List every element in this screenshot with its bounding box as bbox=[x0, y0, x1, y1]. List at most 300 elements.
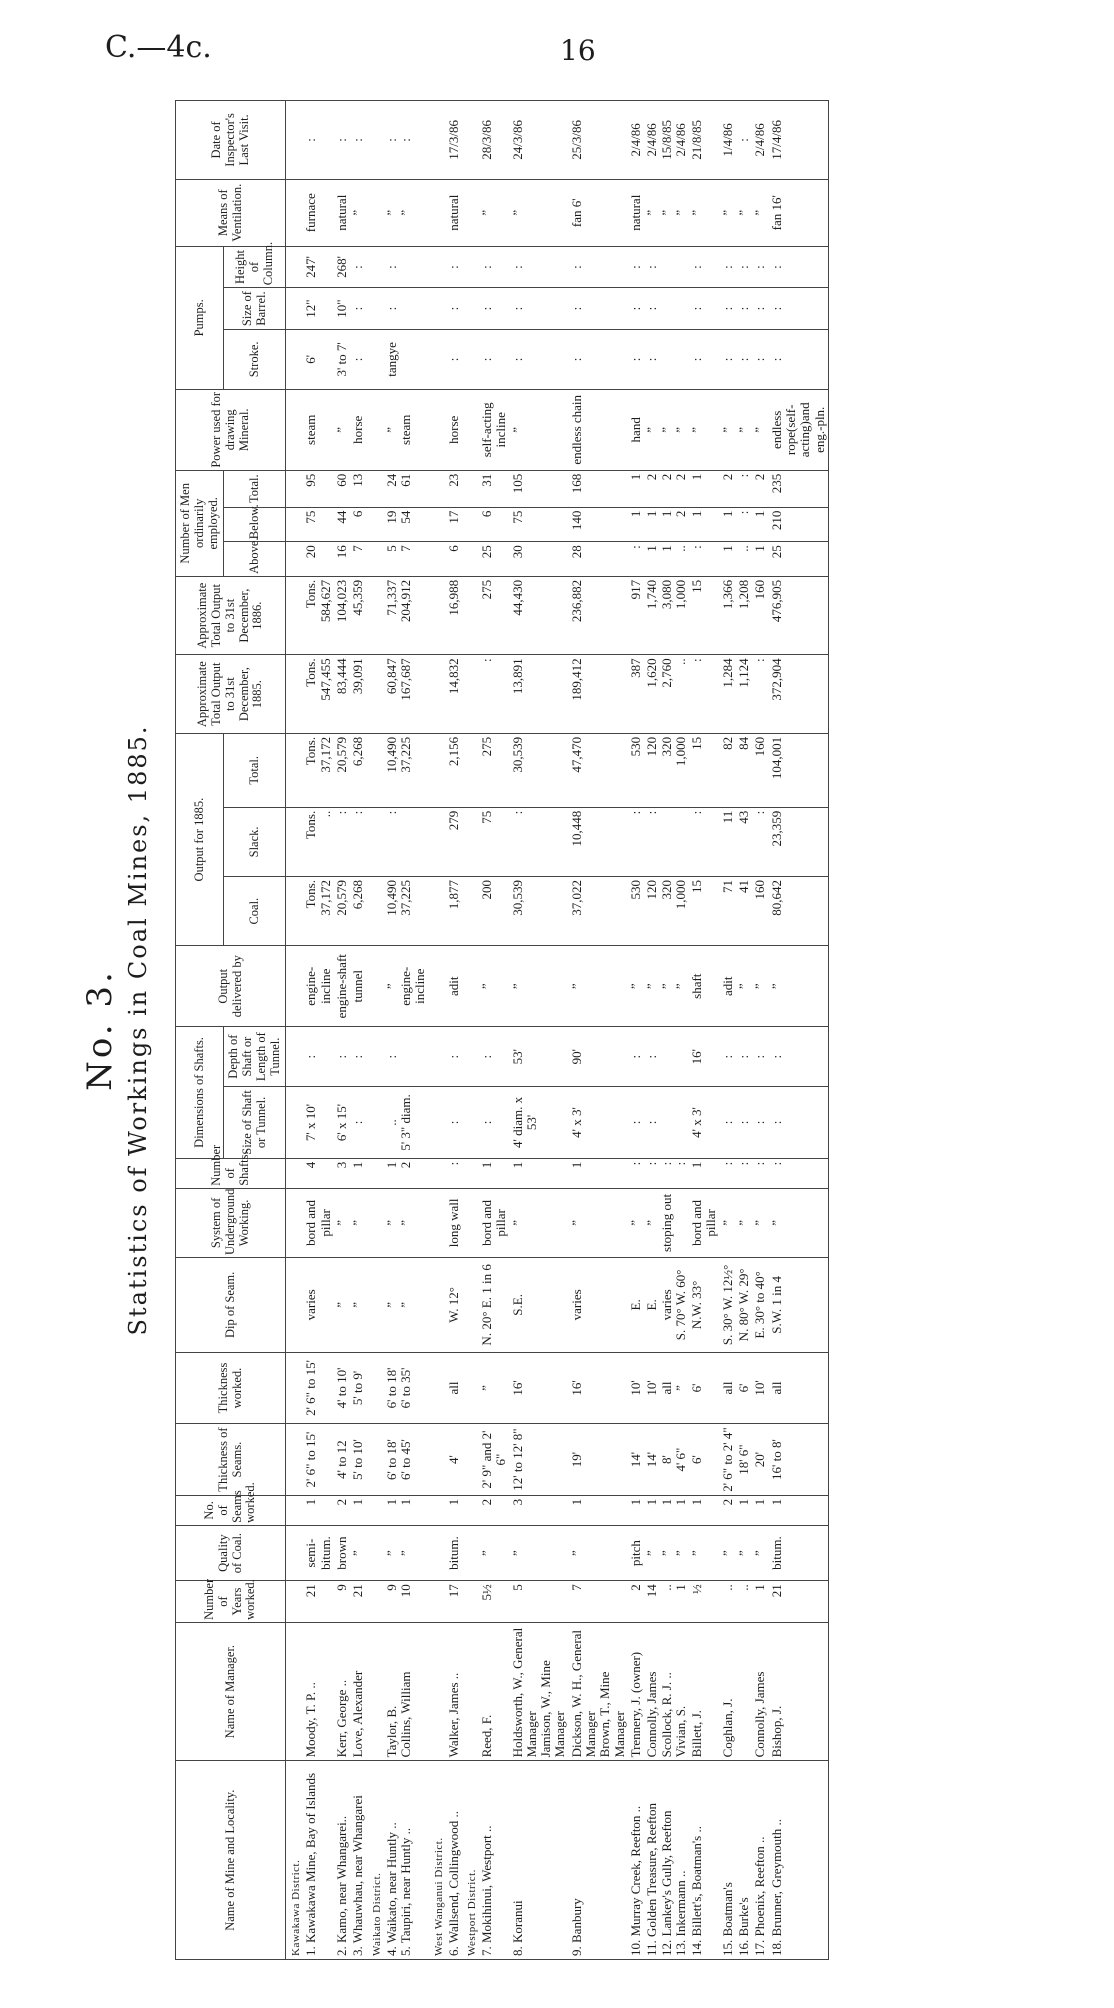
cell-delivered: ” bbox=[628, 946, 644, 1027]
cell-below: 1 bbox=[628, 507, 644, 542]
cell-coal: 37,022 bbox=[569, 877, 628, 946]
cell-size: : bbox=[736, 1087, 752, 1159]
cell-shafts: : bbox=[736, 1158, 752, 1188]
district-heading-row bbox=[462, 101, 479, 1960]
cell-dip: ” bbox=[334, 1258, 350, 1353]
cell-column: : bbox=[689, 246, 720, 288]
cell-above: 28 bbox=[569, 542, 628, 577]
empty-cell bbox=[286, 1622, 304, 1761]
cell-name: 3. Whauwhau, near Whangarei bbox=[350, 1761, 366, 1960]
col-slack: Slack. bbox=[224, 807, 286, 876]
table-row bbox=[644, 101, 689, 1960]
cell-delivered: ” ” ” bbox=[644, 946, 689, 1027]
district-heading: Kawakawa District. bbox=[286, 1761, 304, 1960]
cell-approx1: 13,891 bbox=[510, 655, 569, 734]
district-heading-row bbox=[429, 101, 446, 1960]
cell-dip: E. varies S. 70° W. 60° bbox=[644, 1258, 689, 1353]
empty-cell bbox=[367, 542, 384, 577]
cell-system: ” ” bbox=[384, 1188, 429, 1257]
cell-stroke: : bbox=[569, 329, 628, 389]
cell-barrel: : bbox=[644, 288, 689, 330]
empty-cell bbox=[429, 1258, 446, 1353]
cell-barrel: : bbox=[350, 288, 366, 330]
empty-cell bbox=[462, 1424, 479, 1496]
cell-visit: 2/4/86 bbox=[752, 101, 768, 180]
cell-system: bord and pillar bbox=[303, 1188, 334, 1257]
empty-cell bbox=[367, 507, 384, 542]
cell-below: 19 54 bbox=[384, 507, 429, 542]
cell-size: : bbox=[769, 1087, 829, 1159]
cell-size: .. 5' 3" diam. bbox=[384, 1087, 429, 1159]
cell-size: 7' x 10' bbox=[303, 1087, 334, 1159]
cell-years: 7 bbox=[569, 1581, 628, 1623]
cell-seams: 1 bbox=[752, 1495, 768, 1525]
cell-delivered: engine-shaft bbox=[334, 946, 350, 1027]
cell-coal: 30,539 bbox=[510, 877, 569, 946]
cell-seams: 1 bbox=[446, 1495, 462, 1525]
cell-stroke: : bbox=[628, 329, 644, 389]
cell-power: ” bbox=[510, 389, 569, 470]
cell-years: .. bbox=[720, 1581, 736, 1623]
cell-thickness: 2' 6" to 15' bbox=[303, 1424, 334, 1496]
cell-total: 15 bbox=[689, 733, 720, 807]
cell-name: 18. Brunner, Greymouth .. bbox=[769, 1761, 829, 1960]
cell-approx2: 236,882 bbox=[569, 576, 628, 655]
cell-vent: ” bbox=[510, 179, 569, 246]
cell-men: 23 bbox=[446, 470, 462, 507]
table-row bbox=[384, 101, 429, 1960]
cell-slack: : bbox=[334, 807, 350, 876]
cell-coal: 160 bbox=[752, 877, 768, 946]
cell-above: 1 1 .. bbox=[644, 542, 689, 577]
table-row bbox=[334, 101, 350, 1960]
cell-stroke: 3' to 7' bbox=[334, 329, 350, 389]
cell-stroke: 6' bbox=[303, 329, 334, 389]
table-row bbox=[736, 101, 752, 1960]
empty-cell bbox=[429, 1581, 446, 1623]
empty-cell bbox=[286, 1525, 304, 1580]
cell-shafts: : bbox=[720, 1158, 736, 1188]
cell-visit: 21/8/85 bbox=[689, 101, 720, 180]
cell-above: : bbox=[689, 542, 720, 577]
table-row bbox=[446, 101, 462, 1960]
empty-cell bbox=[429, 1188, 446, 1257]
empty-cell bbox=[462, 179, 479, 246]
district-heading-row bbox=[367, 101, 384, 1960]
empty-cell bbox=[429, 807, 446, 876]
cell-approx2: 476,905 bbox=[769, 576, 829, 655]
cell-shafts: : : : bbox=[644, 1158, 689, 1188]
empty-cell bbox=[462, 733, 479, 807]
cell-shafts: 1 bbox=[350, 1158, 366, 1188]
empty-cell bbox=[367, 1622, 384, 1761]
cell-coal: 71 bbox=[720, 877, 736, 946]
empty-cell bbox=[462, 389, 479, 470]
col-years: Number of Years worked. bbox=[176, 1581, 286, 1623]
cell-worked: all bbox=[769, 1352, 829, 1424]
cell-slack: Tons. .. bbox=[303, 807, 334, 876]
cell-thickness: 6' to 18' 6' to 45' bbox=[384, 1424, 429, 1496]
cell-manager: Kerr, George .. bbox=[334, 1622, 350, 1761]
col-system: System of Underground Working. bbox=[176, 1188, 286, 1257]
cell-men: 2 2 2 bbox=[644, 470, 689, 507]
table-row bbox=[479, 101, 510, 1960]
cell-depth: : bbox=[628, 1027, 644, 1087]
cell-shafts: 1 bbox=[479, 1158, 510, 1188]
cell-depth: : bbox=[644, 1027, 689, 1087]
cell-stroke: : bbox=[736, 329, 752, 389]
col-quality: Quality of Coal. bbox=[176, 1525, 286, 1580]
cell-below: 6 bbox=[350, 507, 366, 542]
cell-manager: Connolly, James Scollock, R. J. .. Vivian, S. bbox=[644, 1622, 689, 1761]
cell-above: 1 bbox=[752, 542, 768, 577]
cell-slack: 279 bbox=[446, 807, 462, 876]
empty-cell bbox=[367, 1581, 384, 1623]
cell-vent: furnace bbox=[303, 179, 334, 246]
cell-seams: 1 bbox=[303, 1495, 334, 1525]
cell-thickness: 16' to 8' bbox=[769, 1424, 829, 1496]
empty-cell bbox=[462, 576, 479, 655]
cell-dip: N. 80° W. 29° bbox=[736, 1258, 752, 1353]
cell-system: long wall bbox=[446, 1188, 462, 1257]
cell-power: horse bbox=[350, 389, 366, 470]
cell-power: ” bbox=[689, 389, 720, 470]
cell-shafts: 1 bbox=[689, 1158, 720, 1188]
cell-name: 4. Waikato, near Huntly .. 5. Taupiri, near Huntly .. bbox=[384, 1761, 429, 1960]
empty-cell bbox=[429, 329, 446, 389]
cell-slack: : bbox=[628, 807, 644, 876]
cell-system: bord and pillar bbox=[479, 1188, 510, 1257]
cell-delivered: ” bbox=[736, 946, 752, 1027]
cell-manager: Trennery, J. (owner) bbox=[628, 1622, 644, 1761]
cell-barrel: : bbox=[689, 288, 720, 330]
cell-power: ” ” ” bbox=[644, 389, 689, 470]
col-seams: No. of Seams worked. bbox=[176, 1495, 286, 1525]
empty-cell bbox=[429, 542, 446, 577]
cell-total: Tons. 37,172 bbox=[303, 733, 334, 807]
cell-coal: 120 320 1,000 bbox=[644, 877, 689, 946]
cell-manager: Holdsworth, W., General Manager Jamison, W., Mine Manager bbox=[510, 1622, 569, 1761]
cell-years: ½ bbox=[689, 1581, 720, 1623]
empty-cell bbox=[462, 1258, 479, 1353]
cell-size: : bbox=[446, 1087, 462, 1159]
cell-above: 1 bbox=[720, 542, 736, 577]
cell-below: 6 bbox=[479, 507, 510, 542]
cell-dip: E. bbox=[628, 1258, 644, 1353]
cell-quality: bitum. bbox=[446, 1525, 462, 1580]
empty-cell bbox=[429, 655, 446, 734]
cell-total: 10,490 37,225 bbox=[384, 733, 429, 807]
empty-cell bbox=[286, 507, 304, 542]
cell-visit: 17/4/86 bbox=[769, 101, 829, 180]
cell-column: 268' bbox=[334, 246, 350, 288]
cell-years: 9 bbox=[334, 1581, 350, 1623]
cell-delivered: ” bbox=[479, 946, 510, 1027]
empty-cell bbox=[286, 1352, 304, 1424]
cell-total: 20,579 bbox=[334, 733, 350, 807]
cell-column: : bbox=[446, 246, 462, 288]
cell-barrel: : bbox=[510, 288, 569, 330]
empty-cell bbox=[286, 1188, 304, 1257]
empty-cell bbox=[286, 733, 304, 807]
cell-barrel: : bbox=[720, 288, 736, 330]
empty-cell bbox=[462, 470, 479, 507]
cell-name: 7. Mokihinui, Westport .. bbox=[479, 1761, 510, 1960]
cell-above: 20 bbox=[303, 542, 334, 577]
cell-below: 44 bbox=[334, 507, 350, 542]
cell-quality: ” ” ” bbox=[644, 1525, 689, 1580]
empty-cell bbox=[286, 470, 304, 507]
col-group-men: Number of Men ordinarily employed. bbox=[176, 470, 224, 576]
empty-cell bbox=[286, 389, 304, 470]
col-approx-1886: Approximate Total Output to 31st December, 1886. bbox=[176, 576, 286, 655]
empty-cell bbox=[429, 1424, 446, 1496]
cell-worked: 5' to 9' bbox=[350, 1352, 366, 1424]
col-total: Total. bbox=[224, 733, 286, 807]
cell-thickness: 4' bbox=[446, 1424, 462, 1496]
cell-depth: : bbox=[303, 1027, 334, 1087]
cell-power: steam bbox=[303, 389, 334, 470]
cell-worked: 2' 6" to 15' bbox=[303, 1352, 334, 1424]
cell-power: endless chain bbox=[569, 389, 628, 470]
empty-cell bbox=[286, 1258, 304, 1353]
cell-column: : bbox=[479, 246, 510, 288]
cell-above: 25 bbox=[769, 542, 829, 577]
district-heading: Westport District. bbox=[462, 1761, 479, 1960]
cell-manager bbox=[736, 1622, 752, 1761]
district-heading: Waikato District. bbox=[367, 1761, 384, 1960]
cell-system: ” bbox=[510, 1188, 569, 1257]
cell-above: 6 bbox=[446, 542, 462, 577]
cell-depth: : bbox=[384, 1027, 429, 1087]
table-row bbox=[752, 101, 768, 1960]
cell-stroke: : bbox=[510, 329, 569, 389]
cell-vent: natural bbox=[334, 179, 350, 246]
district-heading: West Wanganui District. bbox=[429, 1761, 446, 1960]
cell-quality: semi-bitum. bbox=[303, 1525, 334, 1580]
cell-power: ” bbox=[334, 389, 350, 470]
cell-depth: 16' bbox=[689, 1027, 720, 1087]
cell-system: ” bbox=[569, 1188, 628, 1257]
cell-total: 530 bbox=[628, 733, 644, 807]
cell-size: : bbox=[479, 1087, 510, 1159]
col-depth: Depth of Shaft or Length of Tunnel. bbox=[224, 1027, 286, 1087]
col-stroke: Stroke. bbox=[224, 329, 286, 389]
cell-quality: ” bbox=[720, 1525, 736, 1580]
cell-size: : bbox=[350, 1087, 366, 1159]
empty-cell bbox=[462, 946, 479, 1027]
cell-seams: 1 bbox=[628, 1495, 644, 1525]
cell-column: : bbox=[384, 246, 429, 288]
cell-approx2: 44,430 bbox=[510, 576, 569, 655]
empty-cell bbox=[429, 288, 446, 330]
cell-manager: Walker, James .. bbox=[446, 1622, 462, 1761]
cell-quality: ” bbox=[479, 1525, 510, 1580]
cell-quality: pitch bbox=[628, 1525, 644, 1580]
cell-slack: : bbox=[350, 807, 366, 876]
cell-men: 24 61 bbox=[384, 470, 429, 507]
empty-cell bbox=[462, 1027, 479, 1087]
empty-cell bbox=[429, 1525, 446, 1580]
cell-dip: varies bbox=[303, 1258, 334, 1353]
empty-cell bbox=[462, 655, 479, 734]
table-row bbox=[628, 101, 644, 1960]
cell-worked: 16' bbox=[569, 1352, 628, 1424]
cell-dip: S.W. 1 in 4 bbox=[769, 1258, 829, 1353]
cell-delivered: tunnel bbox=[350, 946, 366, 1027]
cell-years: 5½ bbox=[479, 1581, 510, 1623]
cell-manager: Billett, J. bbox=[689, 1622, 720, 1761]
cell-barrel: : bbox=[736, 288, 752, 330]
cell-approx2: 104,023 bbox=[334, 576, 350, 655]
empty-cell bbox=[367, 1495, 384, 1525]
cell-stroke: : bbox=[479, 329, 510, 389]
cell-shafts: 1 2 bbox=[384, 1158, 429, 1188]
cell-system: bord and pillar bbox=[689, 1188, 720, 1257]
cell-men: 60 bbox=[334, 470, 350, 507]
cell-column: : bbox=[720, 246, 736, 288]
cell-dip: W. 12° bbox=[446, 1258, 462, 1353]
cell-size: 4' x 3' bbox=[569, 1087, 628, 1159]
empty-cell bbox=[429, 733, 446, 807]
rotated-page-content bbox=[80, 100, 1040, 1960]
cell-vent: ” bbox=[350, 179, 366, 246]
cell-below: 75 bbox=[510, 507, 569, 542]
empty-cell bbox=[367, 101, 384, 180]
empty-cell bbox=[286, 877, 304, 946]
cell-years: 17 bbox=[446, 1581, 462, 1623]
cell-manager: Love, Alexander bbox=[350, 1622, 366, 1761]
cell-depth: : bbox=[350, 1027, 366, 1087]
cell-total: 6,268 bbox=[350, 733, 366, 807]
cell-barrel: : bbox=[769, 288, 829, 330]
cell-vent: natural bbox=[446, 179, 462, 246]
cell-coal: 530 bbox=[628, 877, 644, 946]
empty-cell bbox=[462, 329, 479, 389]
cell-visit: : bbox=[350, 101, 366, 180]
cell-years: 5 bbox=[510, 1581, 569, 1623]
cell-approx2: 1,366 bbox=[720, 576, 736, 655]
cell-thickness: 20' bbox=[752, 1424, 768, 1496]
cell-above: 5 7 bbox=[384, 542, 429, 577]
cell-depth: : bbox=[769, 1027, 829, 1087]
cell-worked: 6' bbox=[689, 1352, 720, 1424]
col-dip: Dip of Seam. bbox=[176, 1258, 286, 1353]
cell-vent: ” bbox=[736, 179, 752, 246]
empty-cell bbox=[286, 1087, 304, 1159]
empty-cell bbox=[286, 1495, 304, 1525]
cell-system: ” bbox=[334, 1188, 350, 1257]
empty-cell bbox=[429, 1158, 446, 1188]
cell-approx1: : bbox=[479, 655, 510, 734]
cell-name: 16. Burke's bbox=[736, 1761, 752, 1960]
cell-thickness: 19' bbox=[569, 1424, 628, 1496]
empty-cell bbox=[367, 1027, 384, 1087]
cell-years: .. bbox=[736, 1581, 752, 1623]
cell-stroke: : bbox=[752, 329, 768, 389]
cell-seams: 1 bbox=[689, 1495, 720, 1525]
empty-cell bbox=[286, 655, 304, 734]
empty-cell bbox=[367, 1087, 384, 1159]
cell-vent: fan 16' bbox=[769, 179, 829, 246]
col-power: Power used for drawing Mineral. bbox=[176, 389, 286, 470]
cell-visit: : bbox=[334, 101, 350, 180]
cell-depth: : bbox=[479, 1027, 510, 1087]
cell-delivered: ” bbox=[769, 946, 829, 1027]
cell-below: 1 bbox=[752, 507, 768, 542]
cell-shafts: : bbox=[628, 1158, 644, 1188]
cell-system: ” stoping out bbox=[644, 1188, 689, 1257]
cell-system: ” bbox=[720, 1188, 736, 1257]
cell-barrel: : bbox=[628, 288, 644, 330]
cell-stroke: : bbox=[644, 329, 689, 389]
empty-cell bbox=[286, 179, 304, 246]
empty-cell bbox=[462, 1622, 479, 1761]
cell-thickness: 5' to 10' bbox=[350, 1424, 366, 1496]
col-men-total: Total. bbox=[224, 470, 286, 507]
cell-below: : bbox=[736, 507, 752, 542]
cell-thickness: 2' 9" and 2' 6" bbox=[479, 1424, 510, 1496]
cell-approx2: 1,208 bbox=[736, 576, 752, 655]
cell-name: 1. Kawakawa Mine, Bay of Islands bbox=[303, 1761, 334, 1960]
cell-vent: ” bbox=[479, 179, 510, 246]
cell-column: 247' bbox=[303, 246, 334, 288]
cell-slack: 11 bbox=[720, 807, 736, 876]
cell-system: ” bbox=[769, 1188, 829, 1257]
empty-cell bbox=[286, 1424, 304, 1496]
cell-size: : bbox=[720, 1087, 736, 1159]
cell-worked: 10' all ” bbox=[644, 1352, 689, 1424]
cell-worked: 10' bbox=[752, 1352, 768, 1424]
cell-vent: ” ” ” bbox=[644, 179, 689, 246]
cell-visit: 2/4/86 15/8/85 2/4/86 bbox=[644, 101, 689, 180]
cell-below: 1 1 2 bbox=[644, 507, 689, 542]
cell-seams: 1 bbox=[350, 1495, 366, 1525]
empty-cell bbox=[367, 1352, 384, 1424]
cell-column: : bbox=[569, 246, 628, 288]
cell-men: 13 bbox=[350, 470, 366, 507]
cell-dip: ” bbox=[350, 1258, 366, 1353]
empty-cell bbox=[429, 877, 446, 946]
cell-below: 1 bbox=[689, 507, 720, 542]
cell-approx1: 60,847 167,687 bbox=[384, 655, 429, 734]
empty-cell bbox=[286, 288, 304, 330]
empty-cell bbox=[367, 1158, 384, 1188]
cell-name: 9. Banbury bbox=[569, 1761, 628, 1960]
cell-size: 4' diam. x 53' bbox=[510, 1087, 569, 1159]
cell-quality: bitum. bbox=[769, 1525, 829, 1580]
cell-depth: : bbox=[736, 1027, 752, 1087]
empty-cell bbox=[429, 576, 446, 655]
col-ventilation: Means of Ventilation. bbox=[176, 179, 286, 246]
empty-cell bbox=[429, 507, 446, 542]
cell-size: 4' x 3' bbox=[689, 1087, 720, 1159]
col-worked: Thickness worked. bbox=[176, 1352, 286, 1424]
document-reference: C.—4c. bbox=[105, 30, 212, 65]
cell-approx1: 387 bbox=[628, 655, 644, 734]
coal-mines-statistics-table bbox=[175, 100, 829, 1960]
cell-name: 8. Koranui bbox=[510, 1761, 569, 1960]
cell-depth: : bbox=[752, 1027, 768, 1087]
cell-depth: : bbox=[446, 1027, 462, 1087]
cell-column: : bbox=[350, 246, 366, 288]
empty-cell bbox=[367, 655, 384, 734]
cell-dip: S. 30° W. 12½° bbox=[720, 1258, 736, 1353]
empty-cell bbox=[286, 1581, 304, 1623]
cell-coal: 6,268 bbox=[350, 877, 366, 946]
cell-column: : bbox=[510, 246, 569, 288]
empty-cell bbox=[429, 389, 446, 470]
